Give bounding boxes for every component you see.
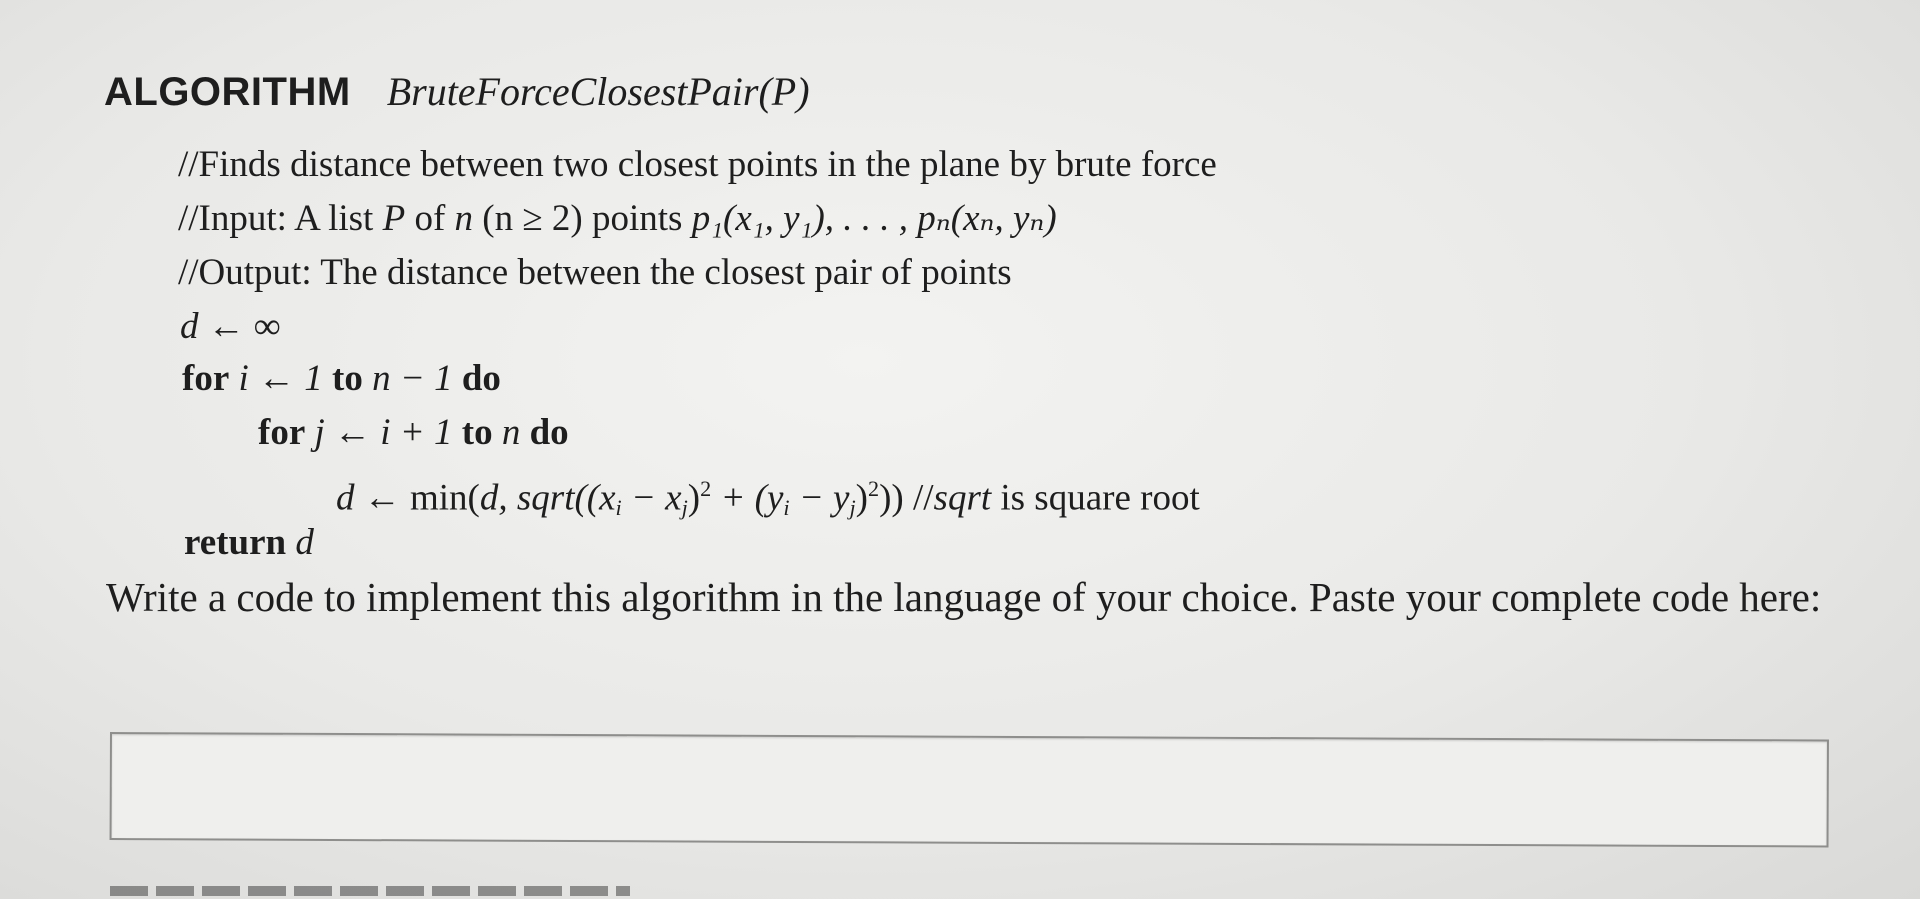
inner-loop xyxy=(258,414,569,451)
body-expr-1: ((x xyxy=(574,477,616,519)
body-expr-2: − x xyxy=(621,477,682,519)
body-args: d, sqrt xyxy=(479,477,575,519)
inner-to-keyword: to xyxy=(461,412,493,453)
next-question-cutoff xyxy=(110,884,630,899)
outer-for-keyword: for xyxy=(182,358,230,399)
comment-input-points: p₁(x₁, y₁), . . . , pₙ(xₙ, yₙ) xyxy=(691,198,1057,239)
outer-loop-bound: n − 1 xyxy=(362,358,462,399)
body-sup-1: 2 xyxy=(700,476,712,501)
return-statement xyxy=(184,524,314,561)
body-expr-3: ) xyxy=(687,477,701,519)
body-sub-i2: i xyxy=(783,494,790,520)
return-keyword: return xyxy=(184,522,287,563)
code-answer-field[interactable] xyxy=(110,732,1829,847)
body-comment-sqrt: sqrt xyxy=(933,477,992,519)
body-sub-j2: j xyxy=(849,494,856,520)
body-assign-min: ← min( xyxy=(354,477,480,519)
inner-do-keyword: do xyxy=(529,412,569,453)
body-expr-5: − y xyxy=(789,477,850,519)
outer-loop xyxy=(182,360,501,397)
comment-input-prefix: //Input: A list xyxy=(178,198,383,239)
inner-loop-init: j ← i + 1 xyxy=(305,412,462,453)
comment-input-of: of xyxy=(405,198,455,239)
body-sub-j1: j xyxy=(681,494,688,520)
inner-for-keyword: for xyxy=(258,412,306,453)
comment-input-n: n xyxy=(454,198,474,239)
body-comment-post: is square root xyxy=(991,477,1200,519)
inner-loop-bound: n xyxy=(492,412,530,453)
algorithm-name: BruteForceClosestPair(P) xyxy=(386,69,810,114)
body-expr-7: )) xyxy=(879,477,904,519)
comment-finds: //Finds distance between two closest points in the plane by brute force xyxy=(178,144,1217,185)
loop-body xyxy=(336,478,1200,519)
comment-input-cond: (n ≥ 2) points xyxy=(473,198,692,239)
body-expr-4: + (y xyxy=(711,477,784,519)
cutoff-text-shape xyxy=(110,886,630,896)
comment-input-P: P xyxy=(382,198,406,239)
outer-to-keyword: to xyxy=(332,358,363,399)
comment-output: //Output: The distance between the closest pair of points xyxy=(178,252,1012,293)
body-sup-2: 2 xyxy=(867,476,880,501)
return-value: d xyxy=(286,522,314,563)
comment-input xyxy=(178,200,1057,237)
body-expr-6: ) xyxy=(855,477,868,519)
body-sub-i1: i xyxy=(615,494,622,520)
algorithm-header xyxy=(104,68,810,115)
outer-loop-init: i ← 1 xyxy=(229,358,333,399)
body-var-d: d xyxy=(336,477,355,519)
body-comment-pre: // xyxy=(903,477,934,519)
algorithm-keyword: ALGORITHM xyxy=(104,70,351,114)
outer-do-keyword: do xyxy=(461,358,501,399)
question-prompt: Write a code to implement this algorithm in the language of your choice. Paste your complete code here: xyxy=(106,574,1822,620)
init-statement: d ← ∞ xyxy=(180,306,281,347)
